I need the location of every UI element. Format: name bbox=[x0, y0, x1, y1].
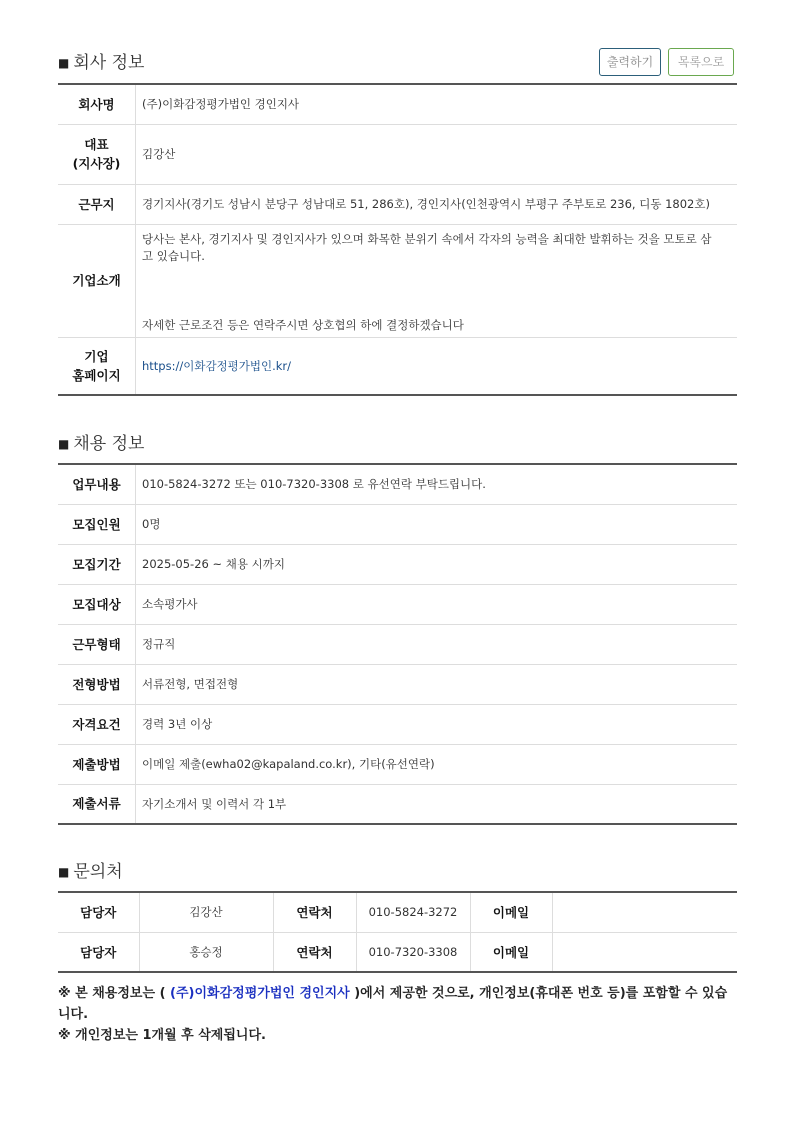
table-row bbox=[58, 504, 737, 544]
table-row bbox=[58, 584, 737, 624]
representative-value: 김강산 bbox=[136, 124, 738, 184]
email-label: 이메일 bbox=[470, 892, 552, 932]
employment-type-value: 정규직 bbox=[136, 624, 738, 664]
company-info-table bbox=[58, 83, 737, 396]
company-intro-line1: 당사는 본사, 경기지사 및 경인지사가 있으며 화목한 분위기 속에서 각자의 능력을 최대한 발휘하는 것을 모토로 삼 bbox=[142, 231, 712, 246]
phone-label: 연락처 bbox=[273, 932, 356, 972]
company-name-value: (주)이화감정평가법인 경인지사 bbox=[136, 84, 738, 124]
square-bullet-icon: ■ bbox=[58, 865, 70, 879]
target-label: 모집대상 bbox=[58, 584, 136, 624]
company-intro-line2: 고 있습니다. bbox=[142, 248, 205, 263]
documents-value: 자기소개서 및 이력서 각 1부 bbox=[142, 796, 287, 811]
privacy-notice bbox=[58, 983, 737, 1046]
recruit-section-title-text: 채용 정보 bbox=[73, 434, 145, 454]
table-row bbox=[58, 744, 737, 784]
job-description-value: 010-5824-3272 또는 010-7320-3308 로 유선연락 부탁드립니다. bbox=[136, 464, 738, 504]
company-intro-row bbox=[58, 224, 737, 337]
workplace-label: 근무지 bbox=[58, 184, 136, 224]
manager-label: 담당자 bbox=[58, 892, 139, 932]
documents-label: 제출서류 bbox=[58, 784, 136, 824]
table-row bbox=[58, 464, 737, 504]
table-row bbox=[58, 704, 737, 744]
table-row bbox=[58, 664, 737, 704]
notice-company-name: (주)이화감정평가법인 경인지사 bbox=[170, 986, 350, 1001]
representative-label-line1: 대표 bbox=[84, 137, 109, 152]
headcount-label: 모집인원 bbox=[58, 504, 136, 544]
company-intro-line3: 자세한 근로조건 등은 연락주시면 상호협의 하에 결정하겠습니다 bbox=[142, 317, 464, 332]
company-name-row bbox=[58, 84, 737, 124]
qualification-label: 자격요건 bbox=[58, 704, 136, 744]
print-button[interactable]: 출력하기 bbox=[599, 48, 661, 76]
contact-section-title-text: 문의처 bbox=[73, 862, 123, 882]
homepage-label-line2: 홈페이지 bbox=[72, 367, 121, 383]
headcount-value: 0명 bbox=[136, 504, 738, 544]
manager-label: 담당자 bbox=[58, 932, 139, 972]
homepage-value bbox=[136, 337, 738, 395]
notice-suffix: )에서 제공한 것으로, 개인정보(휴대폰 번호 등)를 포함할 수 있습니다. bbox=[58, 986, 728, 1022]
notice-prefix: ※ 본 채용정보는 ( bbox=[58, 986, 171, 1001]
submission-method-value: 이메일 제출(ewha02@kapaland.co.kr), 기타(유선연락) bbox=[136, 744, 738, 784]
homepage-label bbox=[58, 337, 136, 395]
representative-label-line2: (지사장) bbox=[72, 156, 121, 171]
representative-label bbox=[58, 124, 136, 184]
table-row bbox=[58, 892, 737, 932]
job-description-label: 업무내용 bbox=[58, 464, 136, 504]
employment-type-label: 근무형태 bbox=[58, 624, 136, 664]
recruit-info-table bbox=[58, 463, 737, 825]
email-value bbox=[552, 892, 737, 932]
square-bullet-icon: ■ bbox=[58, 56, 70, 70]
homepage-link[interactable]: https://이화감정평가법인.kr/ bbox=[142, 358, 292, 373]
phone-label: 연락처 bbox=[273, 892, 356, 932]
period-label: 모집기간 bbox=[58, 544, 136, 584]
company-intro-label: 기업소개 bbox=[58, 224, 136, 337]
phone-value: 010-5824-3272 bbox=[356, 892, 470, 932]
company-section-title-text: 회사 정보 bbox=[73, 53, 145, 73]
company-intro-value bbox=[136, 224, 738, 337]
selection-method-label: 전형방법 bbox=[58, 664, 136, 704]
contact-section-title bbox=[58, 857, 123, 882]
company-name-label: 회사명 bbox=[58, 84, 136, 124]
phone-value: 010-7320-3308 bbox=[356, 932, 470, 972]
workplace-value: 경기지사(경기도 성남시 분당구 성남대로 51, 286호), 경인지사(인천광역시 부평구 주부토로 236, 디동 1802호) bbox=[136, 184, 738, 224]
manager-value: 김강산 bbox=[139, 892, 273, 932]
privacy-notice-line1 bbox=[58, 983, 737, 1025]
list-button[interactable]: 목록으로 bbox=[668, 48, 734, 76]
table-row bbox=[58, 544, 737, 584]
email-value bbox=[552, 932, 737, 972]
homepage-row bbox=[58, 337, 737, 395]
homepage-label-line1: 기업 bbox=[84, 348, 109, 364]
privacy-notice-line2: ※ 개인정보는 1개월 후 삭제됩니다. bbox=[58, 1028, 266, 1043]
company-section-title bbox=[58, 48, 144, 73]
selection-method-value: 서류전형, 면접전형 bbox=[136, 664, 738, 704]
recruit-section-title bbox=[58, 429, 144, 454]
table-row bbox=[58, 624, 737, 664]
workplace-row bbox=[58, 184, 737, 224]
email-label: 이메일 bbox=[470, 932, 552, 972]
representative-row bbox=[58, 124, 737, 184]
manager-value: 홍승정 bbox=[139, 932, 273, 972]
submission-method-label: 제출방법 bbox=[58, 744, 136, 784]
table-row bbox=[58, 784, 737, 824]
target-value: 소속평가사 bbox=[136, 584, 738, 624]
qualification-value: 경력 3년 이상 bbox=[136, 704, 738, 744]
period-value: 2025-05-26 ~ 채용 시까지 bbox=[136, 544, 738, 584]
table-row bbox=[58, 932, 737, 972]
square-bullet-icon: ■ bbox=[58, 437, 70, 451]
contact-table bbox=[58, 891, 737, 973]
